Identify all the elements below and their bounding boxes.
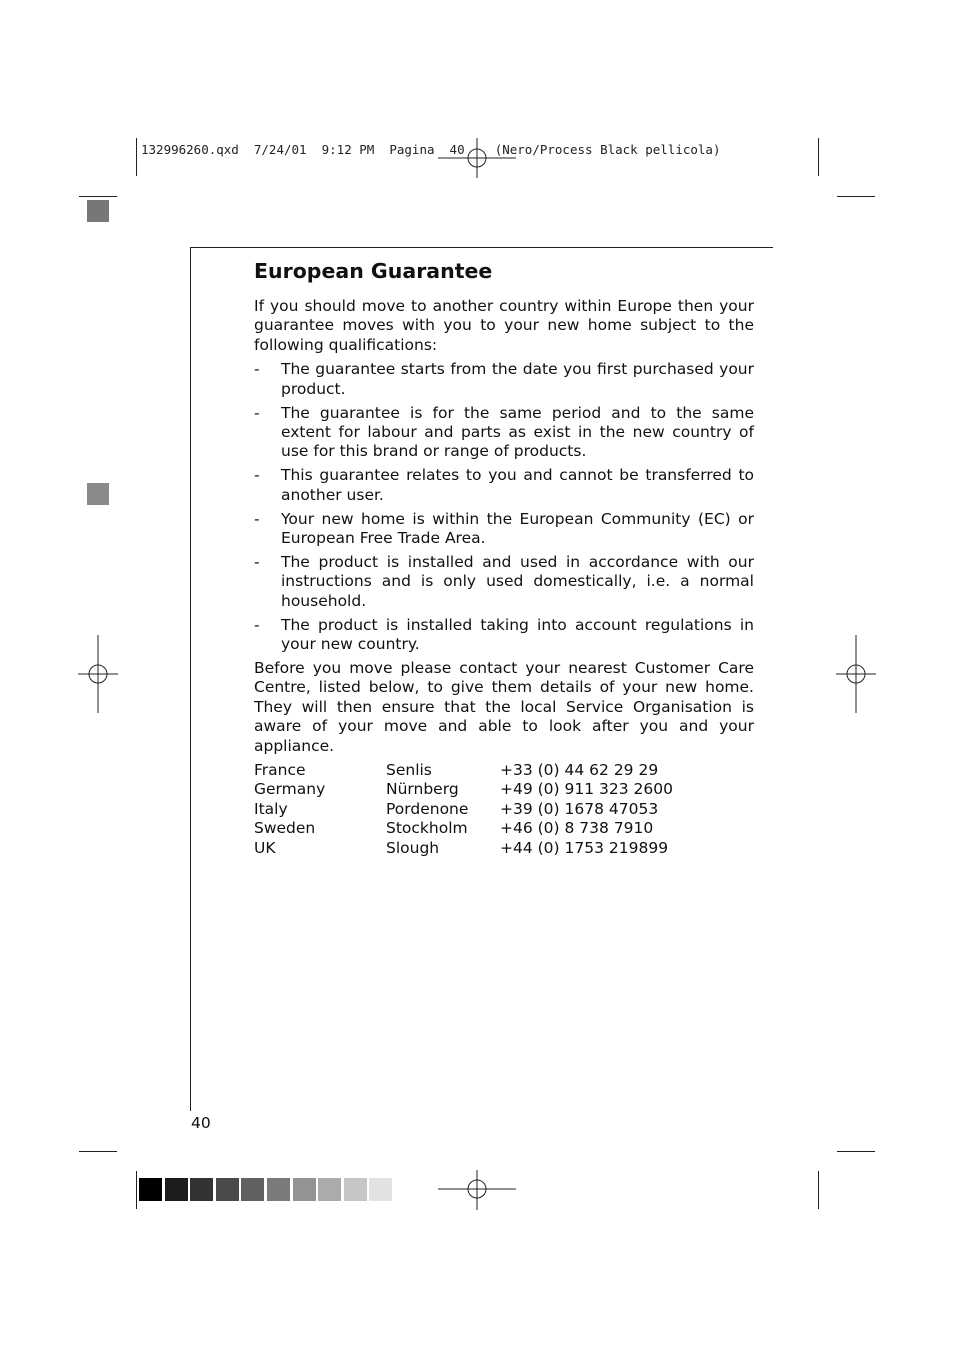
table-row (254, 839, 673, 858)
registration-mark-right-icon (836, 635, 876, 713)
crop-mark-top-left-vertical (136, 138, 137, 176)
section-tab-marker (87, 483, 109, 505)
table-row (254, 780, 673, 799)
city-cell: Senlis (386, 760, 432, 779)
registration-mark-left-icon (78, 635, 118, 713)
list-item-text: This guarantee relates to you and cannot be transferred to another user. (281, 466, 754, 504)
list-item-text: The product is installed and used in accordance with our instructions and is only used domestically, i.e. a normal household. (281, 552, 754, 610)
gray-swatch (293, 1178, 316, 1201)
table-row (254, 819, 673, 838)
list-item: - The guarantee is for the same period and to the same extent for labour and parts as exist in the new country of use for this brand or range of products. (254, 403, 754, 461)
registration-mark-bottom-icon (438, 1170, 518, 1210)
list-item-text: The guarantee is for the same period and to the same extent for labour and parts as exist in the new country of use for this brand or range of products. (281, 403, 754, 461)
table-row (254, 800, 673, 819)
phone-cell: +33 (0) 44 62 29 29 (500, 760, 659, 779)
gray-swatch (344, 1178, 367, 1201)
crop-mark-bottom-left-vertical (136, 1171, 137, 1209)
list-item: - The product is installed and used in accordance with our instructions and is only used domestically, i.e. a normal household. (254, 552, 754, 610)
city-cell: Nürnberg (386, 780, 459, 799)
gray-swatch (216, 1178, 239, 1201)
print-slug: 132996260.qxd 7/24/01 9:12 PM Pagina 40 (Nero/Process Black pellicola) (141, 142, 721, 157)
crop-mark-bottom-right-vertical (818, 1171, 819, 1209)
outro-paragraph: Before you move please contact your nearest Customer Care Centre, listed below, to give them details of your new home. They will then ensure that the local Service Organisation is aware of your move and able to look after you and your appliance. (254, 658, 754, 755)
city-cell: Slough (386, 838, 440, 857)
list-item: - The product is installed taking into account regulations in your new country. (254, 615, 754, 653)
gray-swatch (369, 1178, 392, 1201)
page-number: 40 (191, 1114, 211, 1132)
country-cell: France (254, 760, 306, 779)
article (254, 258, 754, 858)
crop-mark-bottom-right-horizontal (837, 1151, 875, 1152)
phone-cell: +46 (0) 8 738 7910 (500, 819, 654, 838)
list-item-text: The guarantee starts from the date you first purchased your product. (281, 360, 754, 398)
page-title: European Guarantee (254, 259, 493, 283)
city-cell: Pordenone (386, 799, 469, 818)
phone-cell: +49 (0) 911 323 2600 (500, 780, 673, 799)
phone-cell: +39 (0) 1678 47053 (500, 799, 659, 818)
country-cell: Sweden (254, 819, 316, 838)
frame-top-rule (190, 247, 773, 248)
intro-paragraph: If you should move to another country within Europe then your guarantee moves with you to your new home subject to the following qualifications: (254, 297, 754, 354)
registration-mark-top-icon (438, 138, 518, 178)
gray-swatch (165, 1178, 188, 1201)
customer-care-table (254, 761, 673, 858)
frame-left-rule (190, 247, 191, 1111)
table-row (254, 761, 673, 780)
city-cell: Stockholm (386, 819, 468, 838)
list-item: - Your new home is within the European Community (EC) or European Free Trade Area. (254, 509, 754, 547)
gray-swatch (318, 1178, 341, 1201)
crop-mark-bottom-left-horizontal (79, 1151, 117, 1152)
country-cell: Italy (254, 799, 288, 818)
list-item-text: The product is installed taking into account regulations in your new country. (281, 615, 754, 653)
country-cell: UK (254, 838, 276, 857)
gray-swatch (241, 1178, 264, 1201)
crop-mark-top-left-horizontal (79, 196, 117, 197)
country-cell: Germany (254, 780, 326, 799)
phone-cell: +44 (0) 1753 219899 (500, 838, 669, 857)
list-item-text: Your new home is within the European Community (EC) or European Free Trade Area. (281, 509, 754, 547)
gray-swatch (267, 1178, 290, 1201)
crop-mark-top-right-vertical (818, 138, 819, 176)
crop-mark-top-right-horizontal (837, 196, 875, 197)
list-item: - The guarantee starts from the date you first purchased your product. (254, 360, 754, 398)
list-item: - This guarantee relates to you and cannot be transferred to another user. (254, 466, 754, 504)
section-tab-marker (87, 200, 109, 222)
qualification-list (254, 360, 754, 654)
gray-swatch (139, 1178, 162, 1201)
gray-swatch (190, 1178, 213, 1201)
